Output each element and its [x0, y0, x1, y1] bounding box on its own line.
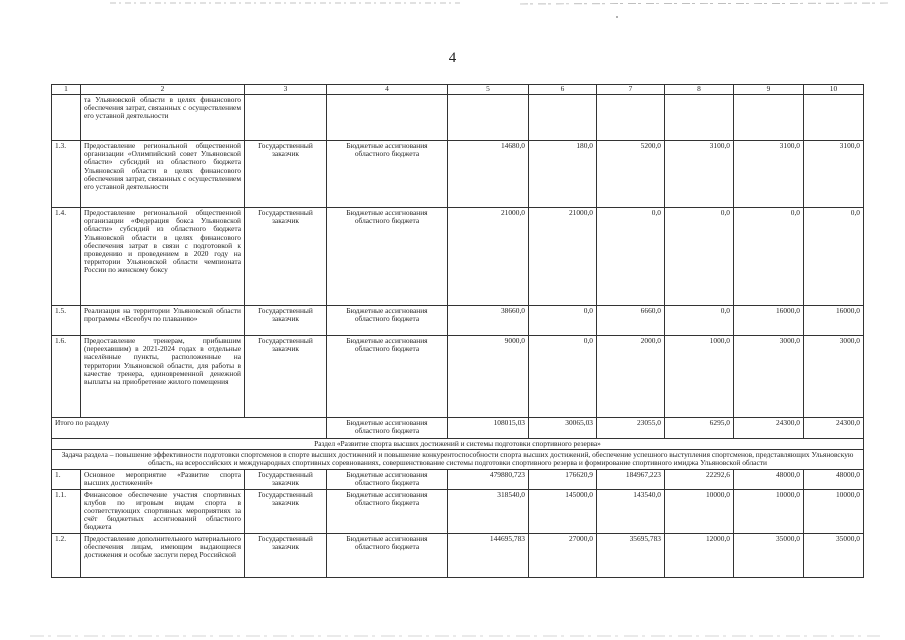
amount-cell: 16000,0	[804, 306, 864, 336]
amount-cell: 0,0	[529, 306, 597, 336]
activity-name-cell: Предоставление региональной общественной организации «Федерация бокса Ульяновской области» субсидий из областного бюджета Ульяновской области в целях финансового обеспечения затрат в связи с подготовкой к проведению и проведением в 2020 году на территории Ульяновской области чемпионата России по женскому боксу	[81, 208, 245, 306]
section-title-row	[52, 439, 864, 450]
section-title-cell: Раздел «Развитие спорта высших достижений и системы подготовки спортивного резерва»	[52, 439, 864, 450]
row-number-cell: 1.3.	[52, 141, 81, 208]
header-cell: 3	[245, 85, 327, 95]
row-number-cell	[52, 95, 81, 141]
amount-cell: 21000,0	[529, 208, 597, 306]
amount-cell: 144695,783	[448, 533, 529, 577]
row-number-cell: 1.5.	[52, 306, 81, 336]
amount-cell: 0,0	[804, 208, 864, 306]
activity-name-cell: Предоставление дополнительного материального обеспечения лицам, имеющим выдающиеся достижения и особые заслуги перед Российской	[81, 533, 245, 577]
header-cell: 1	[52, 85, 81, 95]
table-row	[52, 208, 864, 306]
amount-cell: 0,0	[665, 208, 734, 306]
row-number-cell: 1.2.	[52, 533, 81, 577]
row-number-cell: 1.4.	[52, 208, 81, 306]
amount-cell: 38660,0	[448, 306, 529, 336]
header-cell: 10	[804, 85, 864, 95]
header-cell: 6	[529, 85, 597, 95]
row-number-cell: 1.	[52, 469, 81, 489]
page-number: 4	[448, 50, 457, 66]
customer-cell: Государственный заказчик	[245, 469, 327, 489]
amount-cell: 35000,0	[804, 533, 864, 577]
amount-cell: 23055,0	[597, 418, 665, 439]
customer-cell: Государственный заказчик	[245, 489, 327, 533]
amount-cell: 108015,03	[448, 418, 529, 439]
table-row	[52, 141, 864, 208]
activity-name-cell: Реализация на территории Ульяновской области программы «Всеобуч по плаванию»	[81, 306, 245, 336]
amount-cell: 2000,0	[597, 336, 665, 418]
funding-source-cell	[327, 95, 448, 141]
amount-cell: 3000,0	[804, 336, 864, 418]
budget-table	[51, 84, 864, 578]
header-cell: 5	[448, 85, 529, 95]
amount-cell: 0,0	[529, 336, 597, 418]
amount-cell: 180,0	[529, 141, 597, 208]
table-row	[52, 95, 864, 141]
amount-cell: 143540,0	[597, 489, 665, 533]
section-task-cell: Задача раздела – повышение эффективности подготовки спортсменов в спорте высших достижений и повышение конкурентоспособности спорта высших достижений, обеспечение успешного выступления спортсменов, представляющих Ульяновскую область, на всероссийских и международных спортивных соревнованиях, совершенствование системы подготовки спортивного резерва и формирование спортивного имиджа Ульяновской области	[52, 450, 864, 469]
table-row	[52, 489, 864, 533]
scan-artifact-top	[0, 0, 905, 20]
amount-cell: 3100,0	[804, 141, 864, 208]
funding-source-cell: Бюджетные ассигнования областного бюджета	[327, 306, 448, 336]
activity-name-cell: Основное мероприятие «Развитие спорта высших достижений»	[81, 469, 245, 489]
header-row	[52, 85, 864, 95]
amount-cell: 479880,723	[448, 469, 529, 489]
customer-cell: Государственный заказчик	[245, 533, 327, 577]
amount-cell: 12000,0	[665, 533, 734, 577]
amount-cell: 3100,0	[665, 141, 734, 208]
amount-cell: 184967,223	[597, 469, 665, 489]
total-row	[52, 418, 864, 439]
header-cell: 2	[81, 85, 245, 95]
amount-cell: 145000,0	[529, 489, 597, 533]
header-cell: 7	[597, 85, 665, 95]
amount-cell: 27000,0	[529, 533, 597, 577]
total-label-cell: Итого по разделу	[52, 418, 327, 439]
amount-cell: 48000,0	[804, 469, 864, 489]
funding-source-cell: Бюджетные ассигнования областного бюджета	[327, 336, 448, 418]
amount-cell	[734, 95, 804, 141]
amount-cell: 0,0	[597, 208, 665, 306]
amount-cell: 48000,0	[734, 469, 804, 489]
amount-cell: 1000,0	[665, 336, 734, 418]
activity-name-cell: та Ульяновской области в целях финансового обеспечения затрат, связанных с осуществлением его уставной деятельности	[81, 95, 245, 141]
amount-cell: 318540,0	[448, 489, 529, 533]
amount-cell: 30065,03	[529, 418, 597, 439]
amount-cell: 0,0	[734, 208, 804, 306]
header-cell: 4	[327, 85, 448, 95]
row-number-cell: 1.1.	[52, 489, 81, 533]
amount-cell	[804, 95, 864, 141]
amount-cell: 6295,0	[665, 418, 734, 439]
amount-cell	[448, 95, 529, 141]
header-cell: 9	[734, 85, 804, 95]
customer-cell: Государственный заказчик	[245, 141, 327, 208]
funding-source-cell: Бюджетные ассигнования областного бюджета	[327, 208, 448, 306]
amount-cell: 35695,783	[597, 533, 665, 577]
amount-cell: 0,0	[665, 306, 734, 336]
amount-cell: 10000,0	[665, 489, 734, 533]
funding-source-cell: Бюджетные ассигнования областного бюджета	[327, 489, 448, 533]
activity-name-cell: Предоставление тренерам, прибывшим (переехавшим) в 2021-2024 годах в отдельные населённые пункты, расположенные на территории Ульяновской области, для работы в качестве тренера, единовременной денежной выплаты на приобретение жилого помещения	[81, 336, 245, 418]
amount-cell	[665, 95, 734, 141]
amount-cell: 21000,0	[448, 208, 529, 306]
scan-artifact-bottom	[0, 628, 905, 640]
table-row	[52, 306, 864, 336]
amount-cell: 16000,0	[734, 306, 804, 336]
amount-cell: 10000,0	[804, 489, 864, 533]
header-cell: 8	[665, 85, 734, 95]
amount-cell: 10000,0	[734, 489, 804, 533]
table-row	[52, 469, 864, 489]
amount-cell: 9000,0	[448, 336, 529, 418]
section-task-row	[52, 450, 864, 469]
amount-cell: 3000,0	[734, 336, 804, 418]
funding-source-cell: Бюджетные ассигнования областного бюджета	[327, 418, 448, 439]
amount-cell	[529, 95, 597, 141]
activity-name-cell: Предоставление региональной общественной организации «Олимпийский совет Ульяновской области» субсидий из областного бюджета Ульяновской области в целях финансового обеспечения затрат, связанных с осуществлением его уставной деятельности	[81, 141, 245, 208]
amount-cell: 5200,0	[597, 141, 665, 208]
amount-cell: 176620,9	[529, 469, 597, 489]
amount-cell: 6660,0	[597, 306, 665, 336]
amount-cell: 14680,0	[448, 141, 529, 208]
funding-source-cell: Бюджетные ассигнования областного бюджета	[327, 469, 448, 489]
funding-source-cell: Бюджетные ассигнования областного бюджета	[327, 533, 448, 577]
activity-name-cell: Финансовое обеспечение участия спортивных клубов по игровым видам спорта в соответствующих спортивных мероприятиях за счёт бюджетных ассигнований областного бюджета	[81, 489, 245, 533]
customer-cell: Государственный заказчик	[245, 336, 327, 418]
amount-cell: 24300,0	[734, 418, 804, 439]
table-row	[52, 533, 864, 577]
customer-cell: Государственный заказчик	[245, 208, 327, 306]
amount-cell: 35000,0	[734, 533, 804, 577]
table-row	[52, 336, 864, 418]
row-number-cell: 1.6.	[52, 336, 81, 418]
amount-cell: 22292,6	[665, 469, 734, 489]
amount-cell: 3100,0	[734, 141, 804, 208]
funding-source-cell: Бюджетные ассигнования областного бюджета	[327, 141, 448, 208]
amount-cell: 24300,0	[804, 418, 864, 439]
customer-cell	[245, 95, 327, 141]
amount-cell	[597, 95, 665, 141]
customer-cell: Государственный заказчик	[245, 306, 327, 336]
